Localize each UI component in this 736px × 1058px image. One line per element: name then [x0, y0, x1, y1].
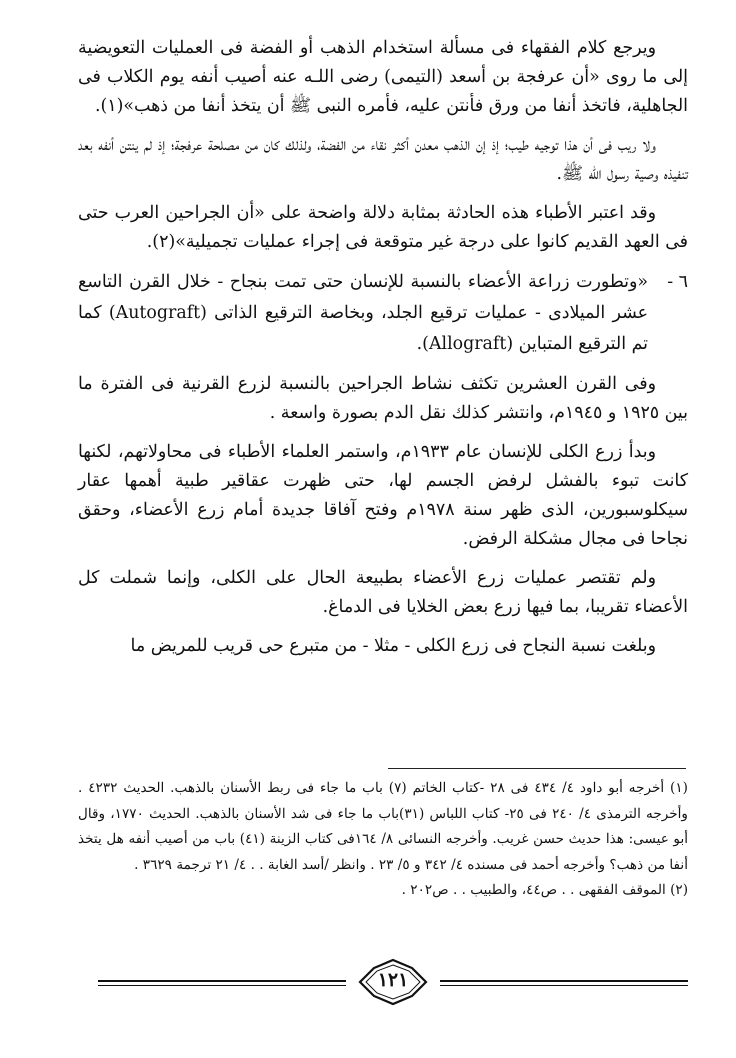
- list-item-number: ٦ -: [667, 272, 688, 292]
- paragraph-success-rate: وبلغت نسبة النجاح فى زرع الكلى - مثلا - من متبرع حى قريب للمريض ما: [130, 636, 656, 656]
- paragraph-cornea: وفى القرن العشرين تكثف نشاط الجراحين بالنسبة لزرع القرنية فى الفترة ما بين ١٩٢٥ و ١٩٤٥م، وانتشر كذلك نقل الدم بصورة واسعة .: [78, 374, 688, 423]
- footer-rule-left-thin: [98, 985, 346, 986]
- body-text: [78, 34, 688, 671]
- paragraph-kidney: وبدأ زرع الكلى للإنسان عام ١٩٣٣م، واستمر العلماء الأطباء فى محاولاتهم، لكنها كانت تبوء بالفشل لرفض الجسم لها، حتى ظهرت عقاقير طبية أهمها عقار سيكلوسبورين، الذى ظهر سنة ١٩٧٨م وفتح آفاقا جديدة أمام زرع الأعضاء، وحقق نجاحا فى مجال مشكلة الرفض.: [78, 442, 688, 549]
- list-item-6: [78, 267, 688, 360]
- paragraph-gold-nose: ويرجع كلام الفقهاء فى مسألة استخدام الذهب أو الفضة فى العمليات التعويضية إلى ما روى «أن عرفجة بن أسعد (التيمى) رضى اللـه عنه أصيب أنفه يوم الكلاب فى الجاهلية، فاتخذ أنفا من ورق فأنتن عليه، فأمره النبى ﷺ أن يتخذ أنفا من ذهب»(١).: [78, 38, 688, 116]
- footer-rule-right: [440, 980, 688, 982]
- page-footer: [98, 956, 688, 1006]
- list-item-text: «وتطورت زراعة الأعضاء بالنسبة للإنسان حتى تمت بنجاح - خلال القرن التاسع عشر الميلادى - عمليات ترقيع الجلد، وبخاصة الترقيع الذاتى (Autograft) كما تم الترقيع المتباين (Allograft).: [78, 272, 648, 354]
- footer-rule-left: [98, 980, 346, 982]
- paragraph-gold-purity: ولا ريب فى أن هذا توجيه طيب؛ إذ إن الذهب معدن أكثر نقاء من الفضة، ولذلك كان من مصلحة عرفجة؛ إذ لم ينتن أنفه بعد تنفيذه وصية رسول الله ﷺ.: [78, 135, 688, 184]
- page-number: ١٢١: [377, 969, 409, 991]
- paragraph-arab-surgeons: وقد اعتبر الأطباء هذه الحادثة بمثابة دلالة واضحة على «أن الجراحين العرب حتى فى العهد القديم كانوا على درجة غير متوقعة فى إجراء عمليات تجميلية»(٢).: [78, 203, 688, 252]
- footnotes: [78, 776, 688, 904]
- footer-rule-right-thin: [440, 985, 688, 986]
- footnote-2: (٢) الموقف الفقهى . . ص٤٤، والطبيب . . ص٢٠٢ .: [401, 882, 688, 898]
- page-number-ornament: [356, 958, 430, 1006]
- footnote-1: (١) أخرجه أبو داود ٤/ ٤٣٤ فى ٢٨ -كتاب الخاتم (٧) باب ما جاء فى ربط الأسنان بالذهب. الحديث ٤٢٣٢ . وأخرجه الترمذى ٤/ ٢٤٠ فى ٢٥- كتاب اللباس (٣١)باب ما جاء فى شد الأسنان بالذهب. الحديث ١٧٧٠، وقال أبو عيسى: هذا حديث حسن غريب. وأخرجه النسائى ٨/ ١٦٤فى كتاب الزينة (٤١) باب من أصيب أنفه هل يتخذ أنفا من ذهب؟ وأخرجه أحمد فى مسنده ٤/ ٣٤٢ و ٥/ ٢٣ . وانظر /أسد الغابة . . ٤/ ٢١ ترجمة ٣٦٢٩ .: [78, 780, 689, 873]
- paragraph-organs: ولم تقتصر عمليات زرع الأعضاء بطبيعة الحال على الكلى، وإنما شملت كل الأعضاء تقريبا، بما فيها زرع بعض الخلايا فى الدماغ.: [78, 568, 688, 617]
- footnote-divider: [388, 768, 686, 769]
